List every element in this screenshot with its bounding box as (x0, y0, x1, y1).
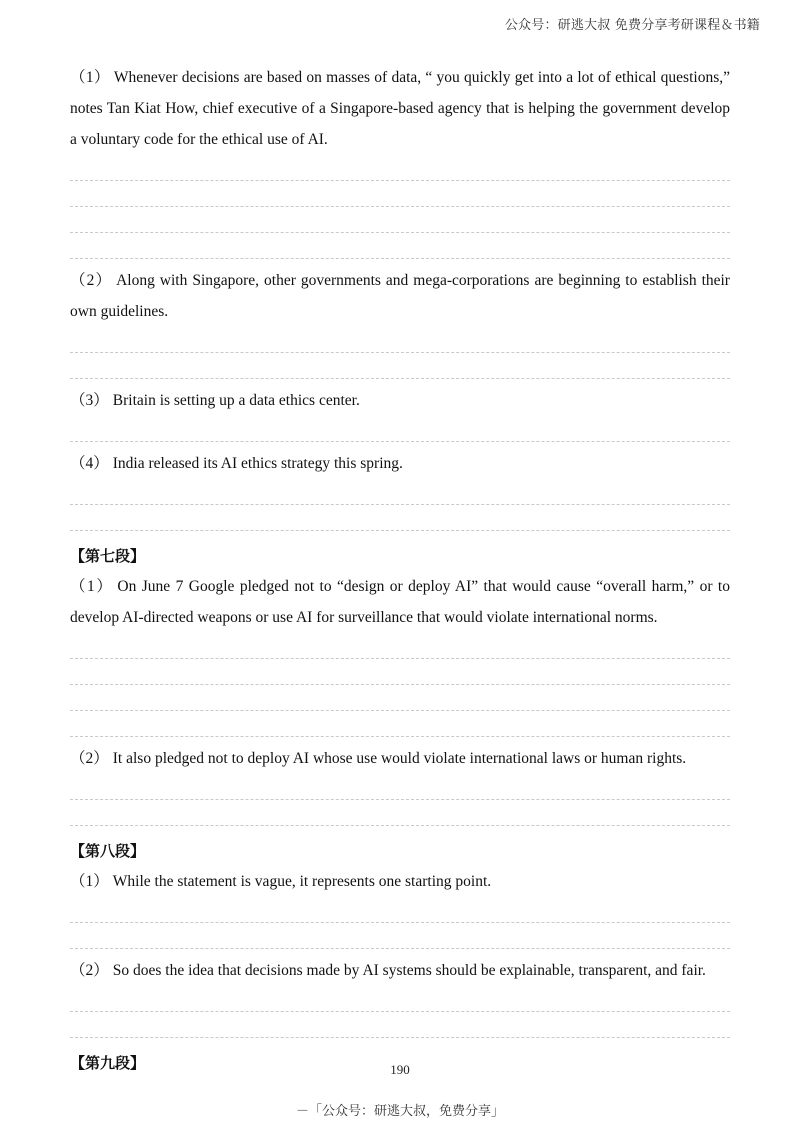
writing-line (70, 258, 730, 259)
writing-line (70, 232, 730, 233)
sentence-number: （2） (70, 750, 109, 767)
sentence-number: （1） (70, 873, 109, 890)
sentence-text: It also pledged not to deploy AI whose use would violate international laws or human rights. (112, 750, 687, 767)
sentence-number: （2） (70, 272, 113, 289)
sentence-text: India released its AI ethics strategy this spring. (112, 455, 403, 472)
sentence-p6-4 (70, 448, 730, 479)
sentence-text: Whenever decisions are based on masses of data, “ you quickly get into a lot of ethical questions,” notes Tan Kiat How, chief executive of a Singapore-based agency that is helping the government develop a voluntary code for the ethical use of AI. (70, 69, 730, 148)
sentence-text: While the statement is vague, it represents one starting point. (112, 873, 492, 890)
writing-line (70, 1011, 730, 1012)
sentence-p7-2 (70, 743, 730, 774)
sentence-number: （1） (70, 578, 114, 595)
writing-line (70, 948, 730, 949)
section-heading-9: 【第九段】 (70, 1054, 146, 1072)
sentence-text: On June 7 Google pledged not to “design or deploy AI” that would cause “overall harm,” or to develop AI-directed weapons or use AI for surveillance that would violate international norms. (70, 578, 730, 626)
sentence-number: （1） (70, 69, 110, 86)
page-footer: －「公众号：研逃大叔，免费分享」 (295, 1104, 504, 1119)
sentence-p7-1 (70, 571, 730, 633)
writing-line (70, 504, 730, 505)
sentence-text: Britain is setting up a data ethics center. (112, 392, 360, 409)
document-body (70, 62, 730, 1078)
page-number: 190 (390, 1062, 410, 1077)
writing-line (70, 825, 730, 826)
sentence-p8-1 (70, 866, 730, 897)
sentence-number: （4） (70, 455, 109, 472)
sentence-p6-1 (70, 62, 730, 155)
section-heading-8: 【第八段】 (70, 842, 146, 860)
writing-line (70, 684, 730, 685)
sentence-number: （2） (70, 962, 109, 979)
writing-line (70, 922, 730, 923)
writing-line (70, 710, 730, 711)
sentence-p8-2 (70, 955, 730, 986)
sentence-p6-3 (70, 385, 730, 416)
sentence-p6-2 (70, 265, 730, 327)
sentence-text: So does the idea that decisions made by AI systems should be explainable, transparent, and fair. (112, 962, 706, 979)
page-header: 公众号：研逃大叔 免费分享考研课程＆书籍 (504, 18, 760, 33)
sentence-text: Along with Singapore, other governments and mega-corporations are beginning to establish their own guidelines. (70, 272, 730, 320)
writing-line (70, 658, 730, 659)
writing-line (70, 180, 730, 181)
sentence-number: （3） (70, 392, 109, 409)
writing-line (70, 1037, 730, 1038)
writing-line (70, 206, 730, 207)
writing-line (70, 530, 730, 531)
writing-line (70, 378, 730, 379)
writing-line (70, 352, 730, 353)
writing-line (70, 799, 730, 800)
writing-line (70, 441, 730, 442)
section-heading-7: 【第七段】 (70, 547, 146, 565)
writing-line (70, 736, 730, 737)
